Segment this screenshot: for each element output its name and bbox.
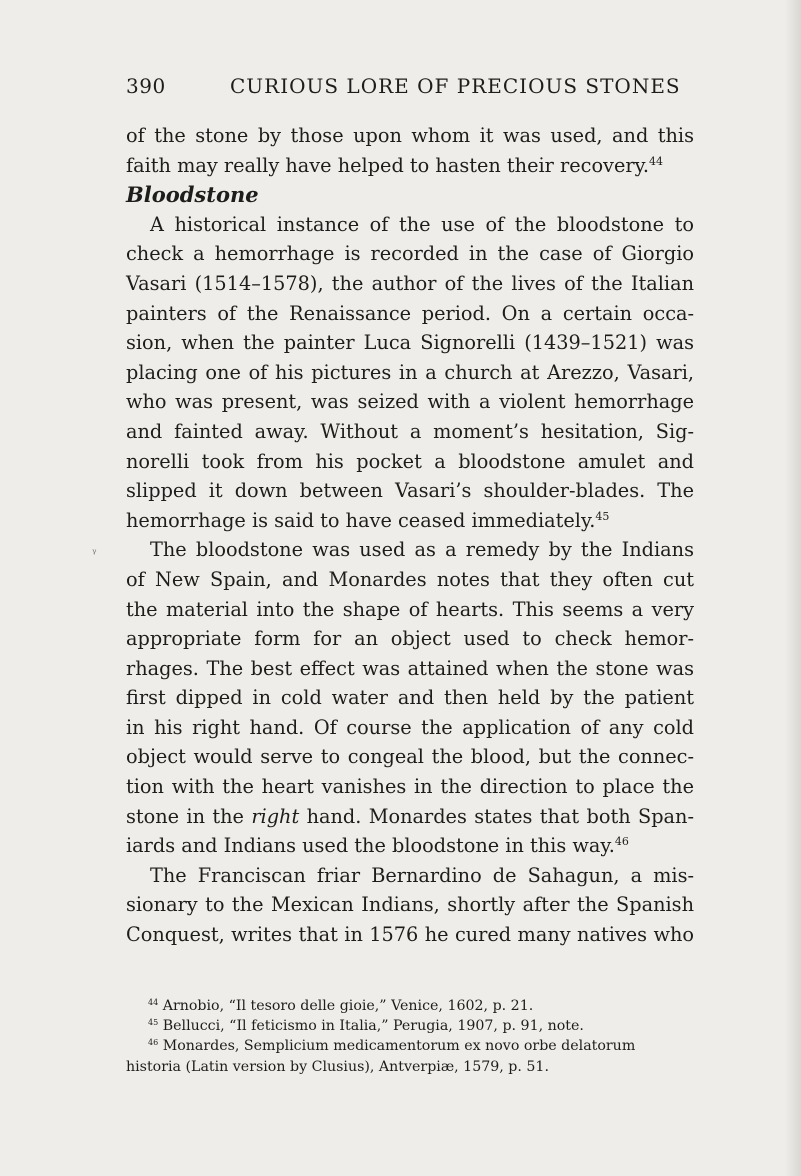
text-line: check a hemorrhage is recorded in the case of Giorgio xyxy=(126,242,694,266)
footnote: $^{44}$ Arnobio, “Il tesoro delle gioie,” Venice, 1602, p. 21. xyxy=(148,998,534,1014)
text-line: hemorrhage is said to have ceased immediately.$^{45}$ xyxy=(126,508,610,532)
text-line: of New Spain, and Monardes notes that they often cut xyxy=(126,567,694,591)
running-head: CURIOUS LORE OF PRECIOUS STONES xyxy=(230,74,681,98)
text-line: A historical instance of the use of the bloodstone to xyxy=(150,212,694,236)
emphasis: right xyxy=(251,804,300,828)
page-number: 390 xyxy=(126,74,166,98)
text-line: sionary to the Mexican Indians, shortly after the Spanish xyxy=(126,893,694,917)
text-line: faith may really have helped to hasten their recovery.$^{44}$ xyxy=(126,153,664,177)
text-line: stone in the right hand. Monardes states that both Span- xyxy=(126,804,694,828)
footnote-ref: 44 xyxy=(649,154,664,168)
text-line: The Franciscan friar Bernardino de Sahagun, a mis- xyxy=(150,863,694,887)
text-line: The bloodstone was used as a remedy by the Indians xyxy=(150,538,694,562)
text-line: in his right hand. Of course the application of any cold xyxy=(126,715,694,739)
body-text xyxy=(126,121,694,950)
text-line: Vasari (1514–1578), the author of the lives of the Italian xyxy=(126,271,694,295)
text-line: sion, when the painter Luca Signorelli (1439–1521) was xyxy=(126,331,694,355)
text-line: first dipped in cold water and then held by the patient xyxy=(126,686,694,710)
page-edge-shadow xyxy=(785,0,801,1176)
text-line: of the stone by those upon whom it was used, and this xyxy=(126,124,694,147)
margin-mark: ᵞ xyxy=(92,546,97,560)
text-line: iards and Indians used the bloodstone in this way.$^{46}$ xyxy=(126,834,629,858)
text-line: slipped it down between Vasari’s shoulder-blades. The xyxy=(126,479,694,503)
text-line: rhages. The best effect was attained when the stone was xyxy=(126,656,694,680)
text-line: appropriate form for an object used to check hemor- xyxy=(126,627,694,651)
page-header xyxy=(0,74,801,104)
footnote-ref: 45 xyxy=(595,509,610,523)
footnote-ref: 46 xyxy=(614,835,629,849)
text-line: the material into the shape of hearts. This seems a very xyxy=(126,597,694,621)
text-line: tion with the heart vanishes in the direction to place the xyxy=(126,775,694,799)
text-line: and fainted away. Without a moment’s hesitation, Sig- xyxy=(126,419,694,443)
footnote-continuation: historia (Latin version by Clusius), Antverpiæ, 1579, p. 51. xyxy=(126,1058,549,1075)
text-line: object would serve to congeal the blood, but the connec- xyxy=(126,745,694,769)
footnote: $^{45}$ Bellucci, “Il feticismo in Italia,” Perugia, 1907, p. 91, note. xyxy=(148,1018,584,1035)
text-line: who was present, was seized with a violent hemorrhage xyxy=(126,390,694,414)
text-line: placing one of his pictures in a church at Arezzo, Vasari, xyxy=(126,360,694,384)
footnote: $^{46}$ Monardes, Semplicium medicamentorum ex novo orbe delatorum xyxy=(148,1038,636,1055)
text-line: norelli took from his pocket a bloodstone amulet and xyxy=(126,449,694,473)
section-heading: Bloodstone xyxy=(126,182,259,208)
text-line: painters of the Renaissance period. On a certain occa- xyxy=(126,301,694,325)
text-line: Conquest, writes that in 1576 he cured many natives who xyxy=(126,923,694,947)
footnotes xyxy=(126,996,694,1077)
